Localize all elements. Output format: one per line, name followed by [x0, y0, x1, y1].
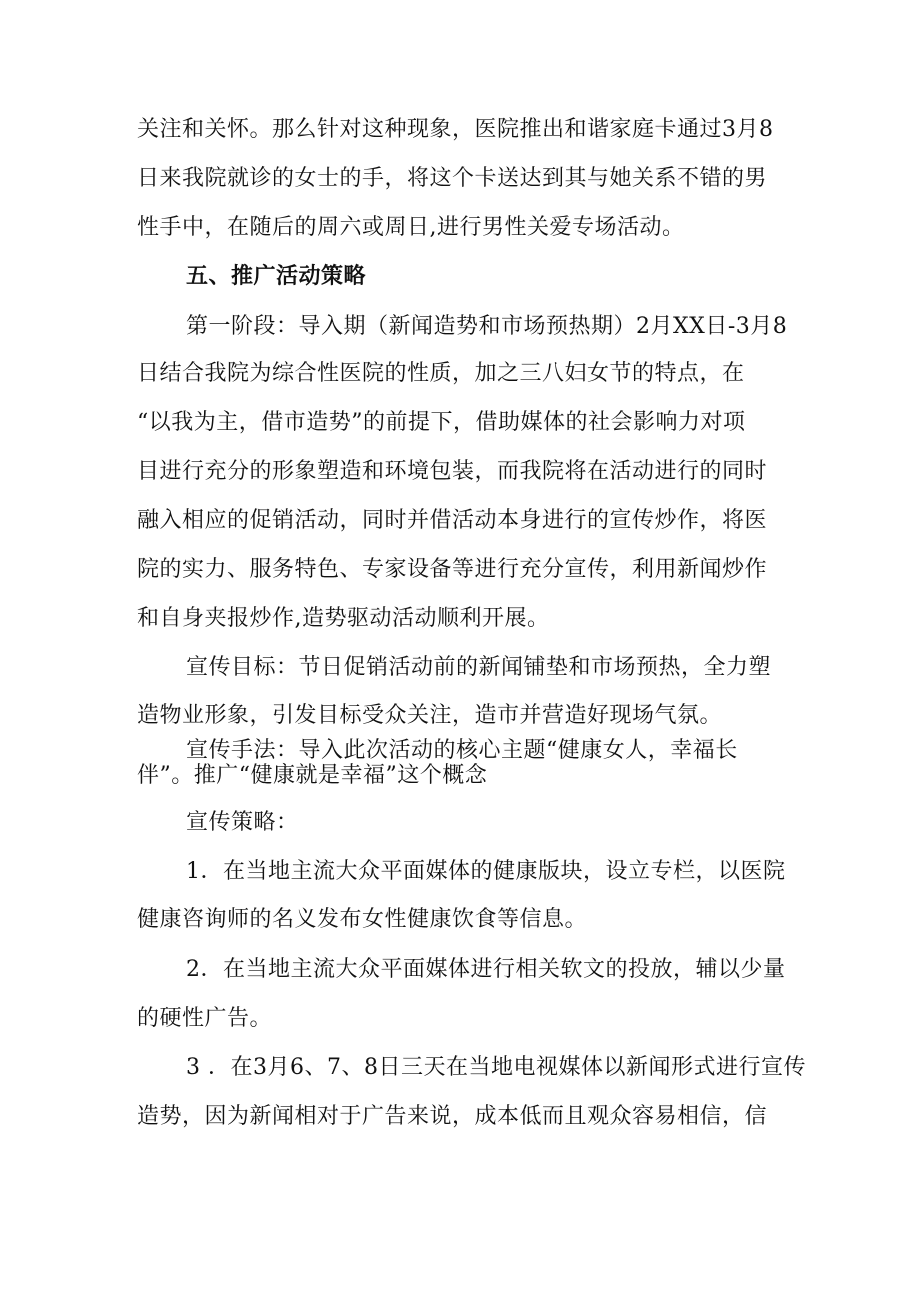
list-item-line: 2．在当地主流大众平面媒体进行相关软文的投放，辅以少量 — [186, 957, 786, 982]
paragraph-line: 性手中，在随后的周六或周日,进行男性关爱专场活动。 — [137, 215, 685, 240]
paragraph-line: 目进行充分的形象塑造和环境包装，而我院将在活动进行的同时 — [137, 459, 768, 484]
list-item-line: 3 ．在3月6、7、8日三天在当地电视媒体以新闻形式进行宣传 — [186, 1055, 806, 1080]
paragraph-line: 宣传策略： — [186, 810, 299, 835]
paragraph-line: 和自身夹报炒作,造势驱动活动顺利开展。 — [137, 606, 550, 631]
list-item-line: 的硬性广告。 — [137, 1006, 273, 1031]
paragraph-line: 日来我院就诊的女士的手，将这个卡送达到其与她关系不错的男 — [137, 166, 768, 191]
paragraph-line: 日结合我院为综合性医院的性质，加之三八妇女节的特点，在 — [137, 361, 745, 386]
list-item-line: 1．在当地主流大众平面媒体的健康版块，设立专栏，以医院 — [186, 859, 786, 884]
paragraph-line: 伴”。推广“健康就是幸福”这个概念 — [137, 763, 488, 788]
paragraph-line: 融入相应的促销活动，同时并借活动本身进行的宣传炒作，将医 — [137, 508, 768, 533]
paragraph-line: 第一阶段：导入期（新闻造势和市场预热期）2月XX日-3月8 — [186, 314, 788, 339]
paragraph-line: “以我为主，借市造势”的前提下，借助媒体的社会影响力对项 — [137, 410, 746, 435]
paragraph-line: 院的实力、服务特色、专家设备等进行充分宣传，利用新闻炒作 — [137, 557, 768, 582]
paragraph-line: 关注和关怀。那么针对这种现象，医院推出和谐家庭卡通过3月8 — [137, 117, 774, 142]
list-item-line: 健康咨询师的名义发布女性健康饮食等信息。 — [137, 907, 588, 932]
list-item-line: 造势，因为新闻相对于广告来说，成本低而且观众容易相信，信 — [137, 1104, 768, 1129]
paragraph-line: 宣传目标：节日促销活动前的新闻铺垫和市场预热，全力塑 — [186, 655, 772, 680]
paragraph-line: 造物业形象，引发目标受众关注，造市并营造好现场气氛。 — [137, 703, 723, 728]
paragraph-line: 宣传手法：导入此次活动的核心主题“健康女人，幸福长 — [186, 738, 738, 763]
section-heading: 五、推广活动策略 — [186, 264, 367, 289]
